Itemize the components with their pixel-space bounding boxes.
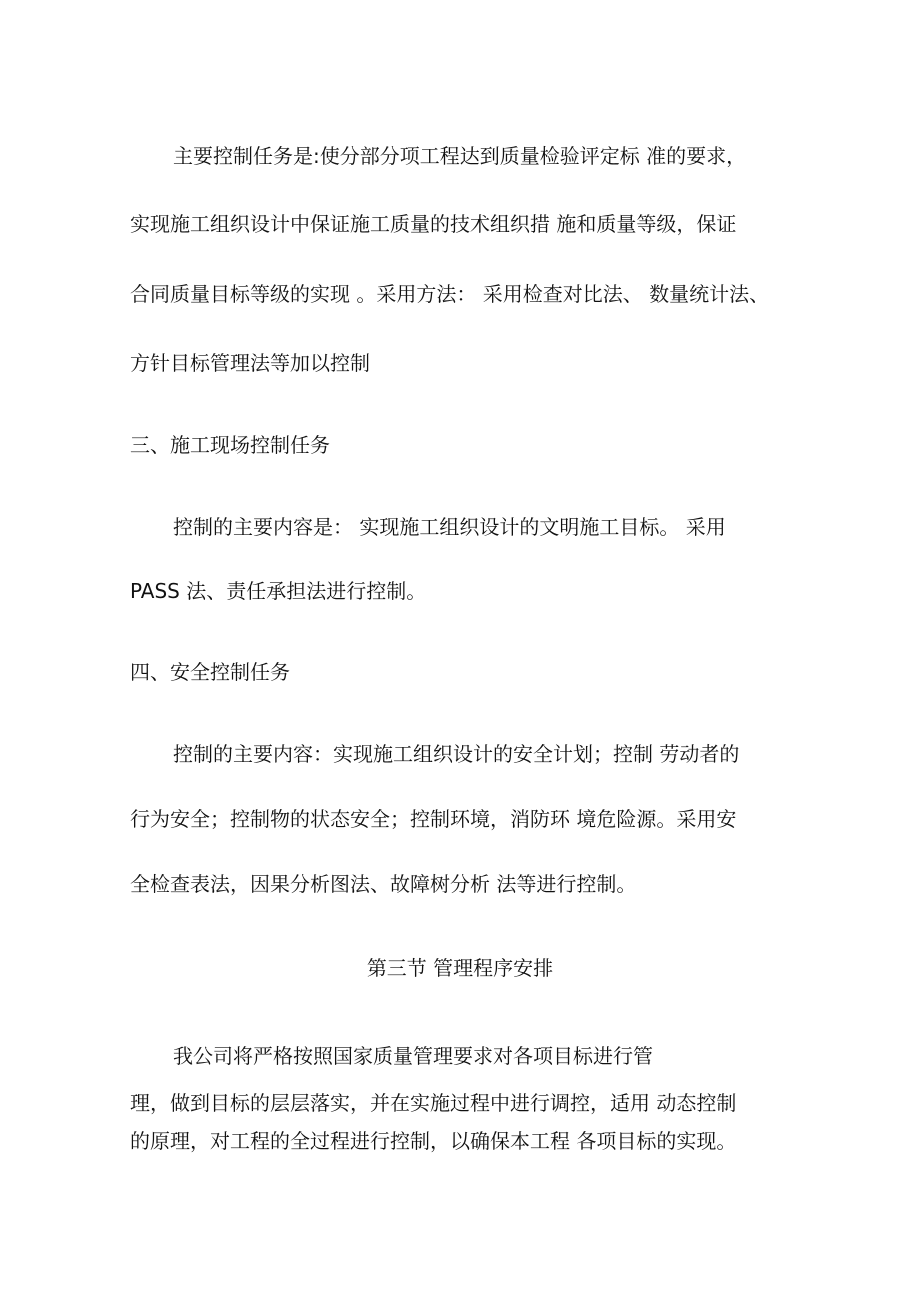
section-heading-safety-control: 四、安全控制任务 — [130, 660, 290, 684]
paragraph-line: PASS 法、责任承担法进行控制。 — [130, 579, 427, 603]
paragraph-line: 的原理，对工程的全过程进行控制，以确保本工程 各项目标的实现。 — [130, 1129, 737, 1153]
paragraph-line: 方针目标管理法等加以控制 — [130, 351, 370, 375]
paragraph-line: 主要控制任务是:使分部分项工程达到质量检验评定标 准的要求， — [173, 144, 747, 168]
section-heading-site-control: 三、施工现场控制任务 — [130, 433, 330, 457]
chapter-heading: 第三节 管理程序安排 — [366, 956, 554, 980]
paragraph-line: 理，做到目标的层层落实，并在实施过程中进行调控，适用 动态控制 — [130, 1091, 737, 1115]
paragraph-line: 控制的主要内容是： 实现施工组织设计的文明施工目标。 采用 — [173, 515, 726, 539]
paragraph-line: 控制的主要内容：实现施工组织设计的安全计划；控制 劳动者的 — [173, 742, 740, 766]
paragraph-line: 我公司将严格按照国家质量管理要求对各项目标进行管 — [173, 1044, 653, 1068]
paragraph-line: 行为安全；控制物的状态安全；控制环境，消防环 境危险源。采用安 — [130, 807, 737, 831]
paragraph-line: 全检查表法，因果分析图法、故障树分析 法等进行控制。 — [130, 872, 637, 896]
paragraph-line: 实现施工组织设计中保证施工质量的技术组织措 施和质量等级，保证 — [130, 212, 737, 236]
paragraph-line: 合同质量目标等级的实现 。采用方法： 采用检查对比法、 数量统计法、 — [130, 282, 770, 306]
